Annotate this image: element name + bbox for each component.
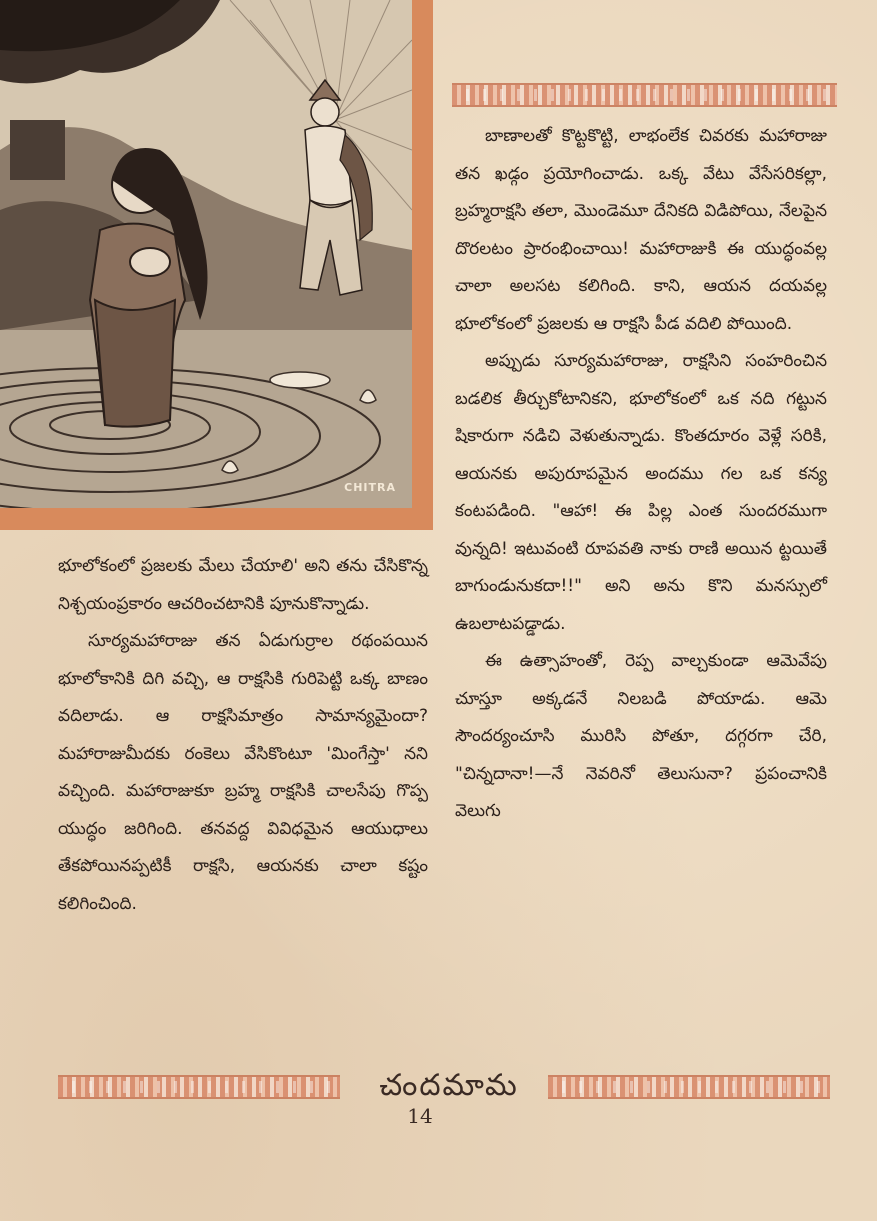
page-number: 14 — [407, 1104, 433, 1128]
paragraph: సూర్యమహారాజు తన ఏడుగుర్రాల రథంపయిన భూలోకానికి దిగి వచ్చి, ఆ రాక్షసికి గురిపెట్టి ఒక్క బాణం వదిలాడు. ఆ రాక్షసిమాత్రం సామాన్యమైందా? మహారాజుమీదకు రంకెలు వేసికొంటూ 'మింగేస్తా' నని వచ్చింది. మహారాజుకూ బ్రహ్మ రాక్షసికి చాలసేపు గొప్ప యుద్ధం జరిగింది. తనవద్ద వివిధమైన ఆయుధాలు తేకపోయినప్పటికీ రాక్షసి, ఆయనకు చాలా కష్టం కలిగించింది. — [58, 631, 428, 914]
paragraph: బాణాలతో కొట్టకొట్టి, లాభంలేక చివరకు మహారాజు తన ఖడ్గం ప్రయోగించాడు. ఒక్క వేటు వేసేసరికల్లా, బ్రహ్మరాక్షసి తలా, మొండెమూ దేనికది విడిపోయి, నేలపైన దొరలటం ప్రారంభించాయి! మహారాజుకి ఈ యుద్ధంవల్ల చాలా అలసట కలిగింది. కాని, ఆయన దయవల్ల భూలోకంలో ప్రజలకు ఆ రాక్షసి పీడ వదిలి పోయింది. — [455, 126, 827, 334]
footer-ornament-left — [58, 1075, 340, 1099]
illustration-drawing — [0, 0, 412, 508]
paragraph: అప్పుడు సూర్యమహారాజు, రాక్షసిని సంహరించిన బడలిక తీర్చుకోటానికని, భూలోకంలో ఒక నది గట్టున షికారుగా నడిచి వెళుతున్నాడు. కొంతదూరం వెళ్లే సరికి, ఆయనకు అపురూపమైన అందము గల ఒక కన్య కంటపడింది. "ఆహా! ఈ పిల్ల ఎంత సుందరముగా వున్నది! ఇటువంటి రూపవతి నాకు రాణి అయిన ట్టయితే బాగుండునుకదా!!" అని అను కొని మనస్సులో ఉబలాటపడ్డాడు. — [455, 351, 827, 634]
illustration-signature: CHITRA — [344, 481, 396, 494]
illustration-frame — [0, 0, 433, 530]
right-text-column — [455, 118, 827, 831]
magazine-title: చందమామ — [379, 1068, 519, 1103]
story-illustration — [0, 0, 412, 508]
left-text-column — [58, 548, 428, 923]
top-ornament-band — [452, 83, 837, 107]
paragraph: భూలోకంలో ప్రజలకు మేలు చేయాలి' అని తను చేసికొన్న నిశ్చయంప్రకారం ఆచరించటానికి పూనుకొన్నాడు. — [58, 556, 428, 614]
footer-ornament-right — [548, 1075, 830, 1099]
paragraph: ఈ ఉత్సాహంతో, రెప్ప వాల్చకుండా ఆమెవేపు చూస్తూ అక్కడనే నిలబడి పోయాడు. ఆమె సౌందర్యంచూసి మురిసి పోతూ, దగ్గరగా చేరి, "చిన్నదానా!—నే నెవరినో తెలుసునా? ప్రపంచానికి వెలుగు — [455, 651, 827, 821]
